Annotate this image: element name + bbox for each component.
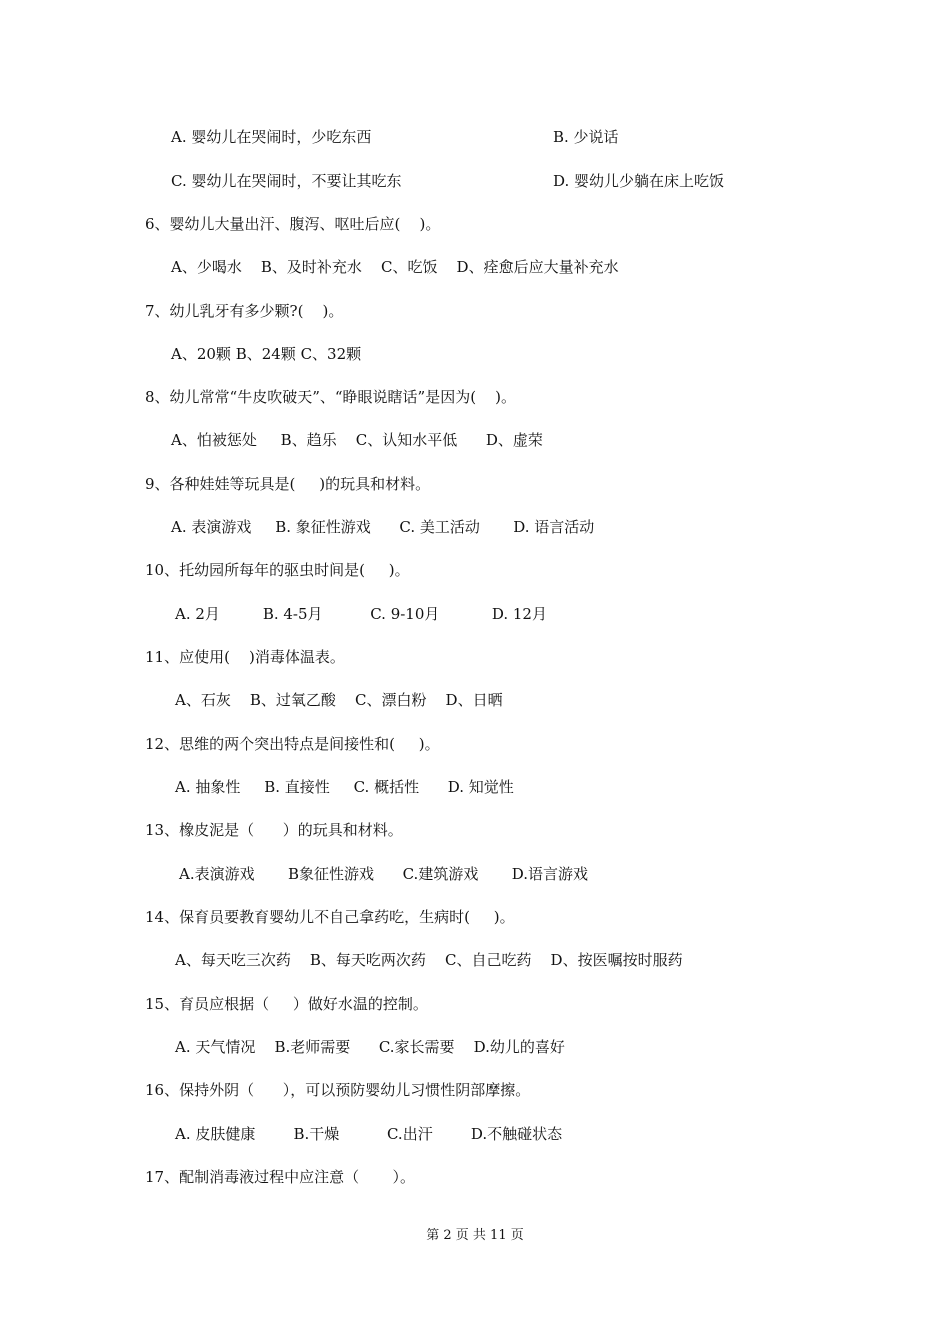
q5-option-b: B. 少说话 — [553, 128, 619, 146]
question-16-options: A. 皮肤健康 B.干燥 C.出汗 D.不触碰状态 — [175, 1125, 563, 1143]
question-12: 12、思维的两个突出特点是间接性和( )。 — [145, 735, 440, 753]
question-9-options: A. 表演游戏 B. 象征性游戏 C. 美工活动 D. 语言活动 — [171, 518, 595, 536]
question-12-options: A. 抽象性 B. 直接性 C. 概括性 D. 知觉性 — [175, 778, 514, 796]
question-11-options: A、石灰 B、过氧乙酸 C、漂白粉 D、日晒 — [175, 691, 503, 709]
question-13-options: A.表演游戏 B象征性游戏 C.建筑游戏 D.语言游戏 — [179, 865, 588, 883]
question-11: 11、应使用( )消毒体温表。 — [145, 648, 345, 666]
question-7: 7、幼儿乳牙有多少颗?( )。 — [145, 302, 344, 320]
q5-option-d: D. 婴幼儿少躺在床上吃饭 — [553, 172, 725, 190]
question-16: 16、保持外阴（ ），可以预防婴幼儿习惯性阴部摩擦。 — [145, 1081, 531, 1099]
q5-option-a: A. 婴幼儿在哭闹时，少吃东西 — [171, 128, 372, 146]
question-7-options: A、20颗 B、24颗 C、32颗 — [171, 345, 362, 363]
question-10: 10、托幼园所每年的驱虫时间是( )。 — [145, 561, 410, 579]
question-8: 8、幼儿常常“牛皮吹破天”、“睁眼说瞎话”是因为( )。 — [145, 388, 516, 406]
question-14: 14、保育员要教育婴幼儿不自己拿药吃，生病时( )。 — [145, 908, 515, 926]
page-number: 第 2 页 共 11 页 — [426, 1228, 524, 1243]
question-15: 15、育员应根据（ ）做好水温的控制。 — [145, 995, 428, 1013]
question-6: 6、婴幼儿大量出汗、腹泻、呕吐后应( )。 — [145, 215, 441, 233]
question-9: 9、各种娃娃等玩具是( )的玩具和材料。 — [145, 475, 431, 493]
question-15-options: A. 天气情况 B.老师需要 C.家长需要 D.幼儿的喜好 — [175, 1038, 565, 1056]
question-10-options: A. 2月 B. 4-5月 C. 9-10月 D. 12月 — [175, 605, 547, 623]
question-14-options: A、每天吃三次药 B、每天吃两次药 C、自己吃药 D、按医嘱按时服药 — [175, 951, 683, 969]
question-8-options: A、怕被惩处 B、趋乐 C、认知水平低 D、虚荣 — [171, 431, 543, 449]
question-13: 13、橡皮泥是（ ）的玩具和材料。 — [145, 821, 403, 839]
question-17: 17、配制消毒液过程中应注意（ ）。 — [145, 1168, 415, 1186]
question-6-options: A、少喝水 B、及时补充水 C、吃饭 D、痊愈后应大量补充水 — [171, 258, 619, 276]
q5-option-c: C. 婴幼儿在哭闹时，不要让其吃东 — [171, 172, 402, 190]
